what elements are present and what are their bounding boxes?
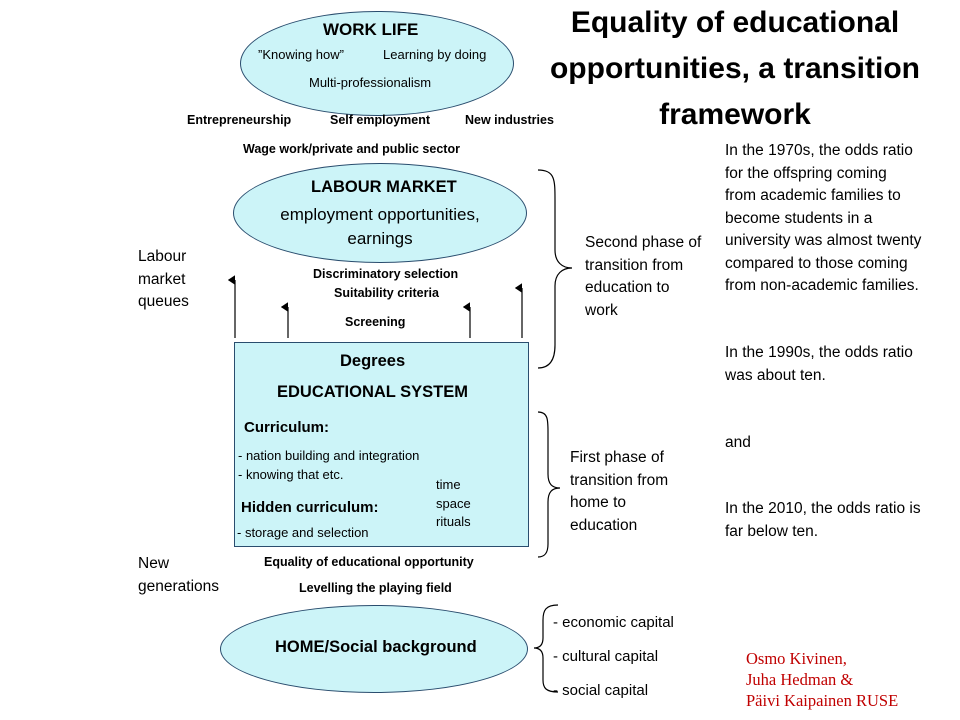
hidden-curriculum-item-storage: - storage and selection <box>237 525 369 540</box>
label-labour-market-queues: Labour market queues <box>138 248 189 310</box>
educational-system-box <box>234 342 529 547</box>
labour-market-title: LABOUR MARKET <box>311 178 457 196</box>
label-first-phase: First phase of transition from home to education <box>570 449 669 534</box>
label-levelling-playing-field: Levelling the playing field <box>299 581 452 595</box>
work-life-item-knowing-how: ”Knowing how” <box>258 47 344 62</box>
label-cultural-capital: - cultural capital <box>553 648 659 665</box>
work-life-item-learning-by-doing: Learning by doing <box>383 47 487 62</box>
education-degrees: Degrees <box>340 352 406 370</box>
page-title: Equality of educational opportunities, a transition framework <box>549 6 920 131</box>
label-wage-work: Wage work/private and public sector <box>243 142 460 156</box>
label-new-generations: New generations <box>138 555 220 595</box>
label-discriminatory-selection: Discriminatory selection <box>313 267 459 281</box>
brace-second-phase <box>538 170 572 368</box>
text-odds-1990s: In the 1990s, the odds ratio was about ten. <box>725 344 913 384</box>
labour-market-line2: earnings <box>347 229 413 248</box>
authors-credit: Osmo Kivinen, Juha Hedman & Päivi Kaipainen RUSE <box>746 649 899 710</box>
work-life-title: WORK LIFE <box>323 20 419 39</box>
label-time-space-rituals: time space rituals <box>436 477 471 529</box>
label-new-industries: New industries <box>465 113 554 127</box>
curriculum-title: Curriculum: <box>244 419 330 436</box>
label-screening: Screening <box>345 315 406 329</box>
hidden-curriculum-title: Hidden curriculum: <box>241 499 379 516</box>
home-title: HOME/Social background <box>275 638 477 656</box>
work-life-item-multi-professionalism: Multi-professionalism <box>309 75 432 90</box>
label-suitability-criteria: Suitability criteria <box>334 286 439 300</box>
text-odds-1970s: In the 1970s, the odds ratio for the offspring coming from academic families to become students in a university was almost twenty compared to those coming from non-academic families. <box>725 142 922 294</box>
label-social-capital: - social capital <box>553 682 649 699</box>
label-self-employment: Self employment <box>330 113 431 127</box>
curriculum-item-nation-building: - nation building and integration <box>238 448 420 463</box>
label-economic-capital: - economic capital <box>553 614 674 631</box>
label-second-phase: Second phase of transition from education to work <box>585 234 702 319</box>
brace-first-phase <box>538 412 560 557</box>
label-equality-of-opportunity: Equality of educational opportunity <box>264 555 474 569</box>
labour-market-line1: employment opportunities, <box>280 205 480 224</box>
label-entrepreneurship: Entrepreneurship <box>187 113 292 127</box>
curriculum-item-knowing-that: - knowing that etc. <box>238 467 344 482</box>
text-odds-2010: In the 2010, the odds ratio is far below ten. <box>725 500 921 540</box>
education-title: EDUCATIONAL SYSTEM <box>277 383 468 401</box>
text-and: and <box>725 434 751 451</box>
